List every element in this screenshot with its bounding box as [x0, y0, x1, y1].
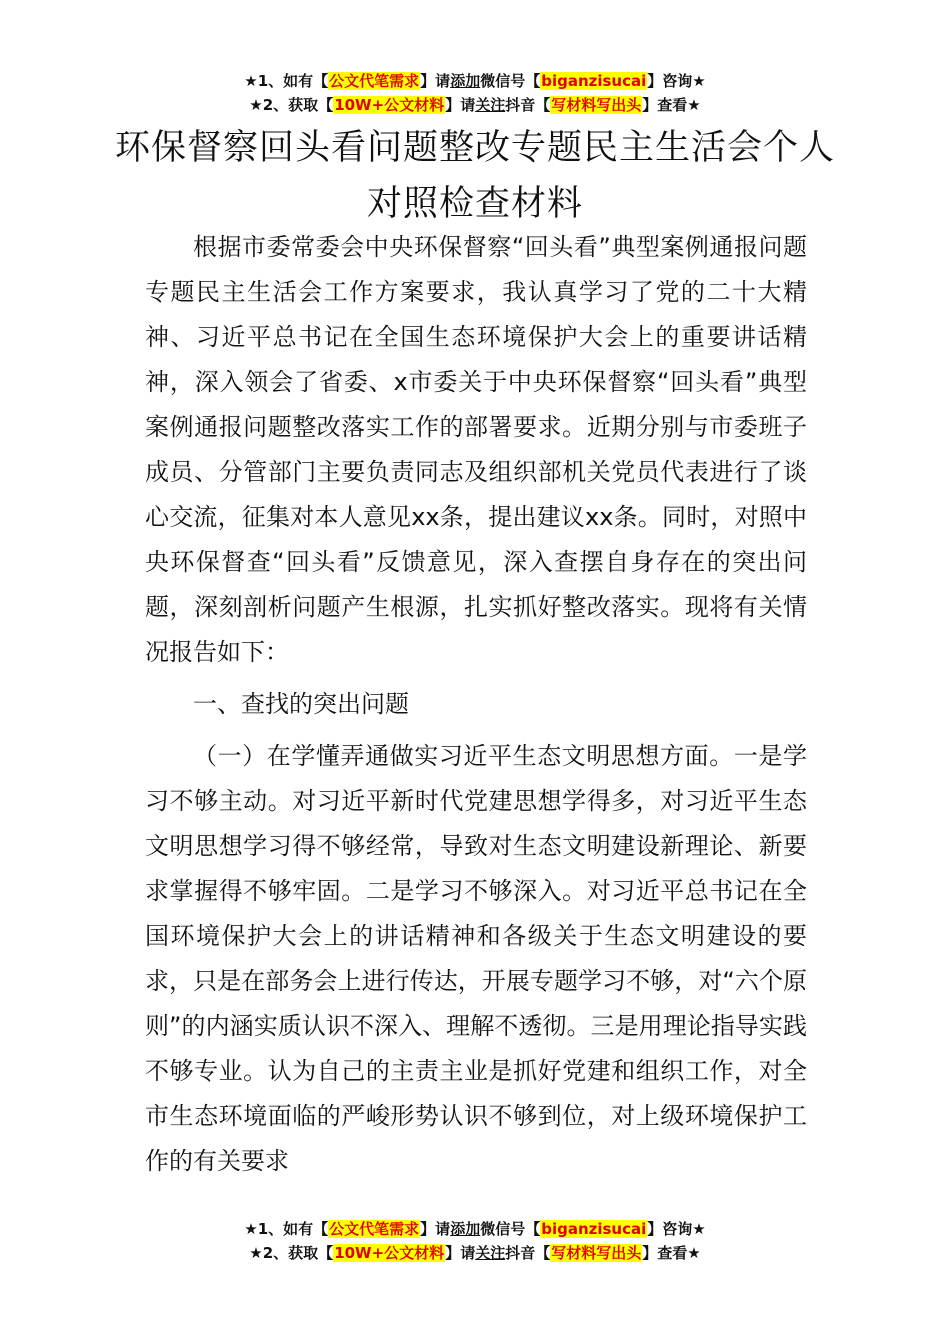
banner-line-2 [0, 1241, 950, 1265]
banner-text: ★2、获取【 [249, 96, 334, 114]
banner-text: 】查看★ [642, 96, 701, 114]
banner-highlight: biganzisucai [541, 1220, 647, 1238]
footer-banner [0, 1217, 950, 1265]
document-body [145, 225, 807, 1184]
banner-text: ★1、如有【 [244, 72, 329, 90]
banner-text: 微信号【 [480, 1220, 541, 1238]
banner-highlight: 10W+公文材料 [334, 1244, 445, 1262]
banner-text: 抖音【 [505, 1244, 551, 1262]
banner-text: 】请 [445, 1244, 476, 1262]
banner-text: 】请 [420, 1220, 451, 1238]
banner-highlight: 公文代笔需求 [329, 72, 420, 90]
banner-text: ★2、获取【 [249, 1244, 334, 1262]
document-title: 环保督察回头看问题整改专题民主生活会个人对照检查材料 [114, 128, 835, 224]
banner-text: 】请 [445, 96, 476, 114]
banner-highlight: 10W+公文材料 [334, 96, 445, 114]
body-paragraph: （一）在学懂弄通做实习近平生态文明思想方面。一是学习不够主动。对习近平新时代党建思想学得多，对习近平生态文明思想学习得不够经常，导致对生态文明建设新理论、新要求掌握得不够牢固。二是学习不够深入。对习近平总书记在全国环境保护大会上的讲话精神和各级关于生态文明建设的要求，只是在部务会上进行传达，开展专题学习不够，对“六个原则”的内涵实质认识不深入、理解不透彻。三是用理论指导实践不够专业。认为自己的主责主业是抓好党建和组织工作，对全市生态环境面临的严峻形势认识不够到位，对上级环境保护工作的有关要求 [145, 742, 807, 1175]
banner-highlight: 公文代笔需求 [329, 1220, 420, 1238]
banner-highlight: 写材料写出头 [551, 1244, 642, 1262]
banner-underline: 关注 [475, 1244, 506, 1262]
banner-text: 抖音【 [505, 96, 551, 114]
banner-highlight: 写材料写出头 [551, 96, 642, 114]
banner-text: 】查看★ [642, 1244, 701, 1262]
header-banner [0, 69, 950, 117]
banner-underline: 添加 [450, 72, 481, 90]
banner-underline: 添加 [450, 1220, 481, 1238]
banner-text: 】咨询★ [647, 1220, 706, 1238]
banner-underline: 关注 [475, 96, 506, 114]
banner-text: 】请 [420, 72, 451, 90]
section-heading: 一、查找的突出问题 [193, 690, 409, 718]
banner-line-2 [0, 93, 950, 117]
banner-text: 】咨询★ [647, 72, 706, 90]
intro-paragraph: 根据市委常委会中央环保督察“回头看”典型案例通报问题专题民主生活会工作方案要求，我认真学习了党的二十大精神、习近平总书记在全国生态环境保护大会上的重要讲话精神，深入领会了省委、x市委关于中央环保督察“回头看”典型案例通报问题整改落实工作的部署要求。近期分别与市委班子成员、分管部门主要负责同志及组织部机关党员代表进行了谈心交流，征集对本人意见xx条，提出建议xx条。同时，对照中央环保督查“回头看”反馈意见，深入查摆自身存在的突出问题，深刻剖析问题产生根源，扎实抓好整改落实。现将有关情况报告如下： [145, 233, 807, 666]
banner-highlight: biganzisucai [541, 72, 647, 90]
banner-line-1 [0, 69, 950, 93]
banner-text: 微信号【 [480, 72, 541, 90]
banner-text: ★1、如有【 [244, 1220, 329, 1238]
banner-line-1 [0, 1217, 950, 1241]
